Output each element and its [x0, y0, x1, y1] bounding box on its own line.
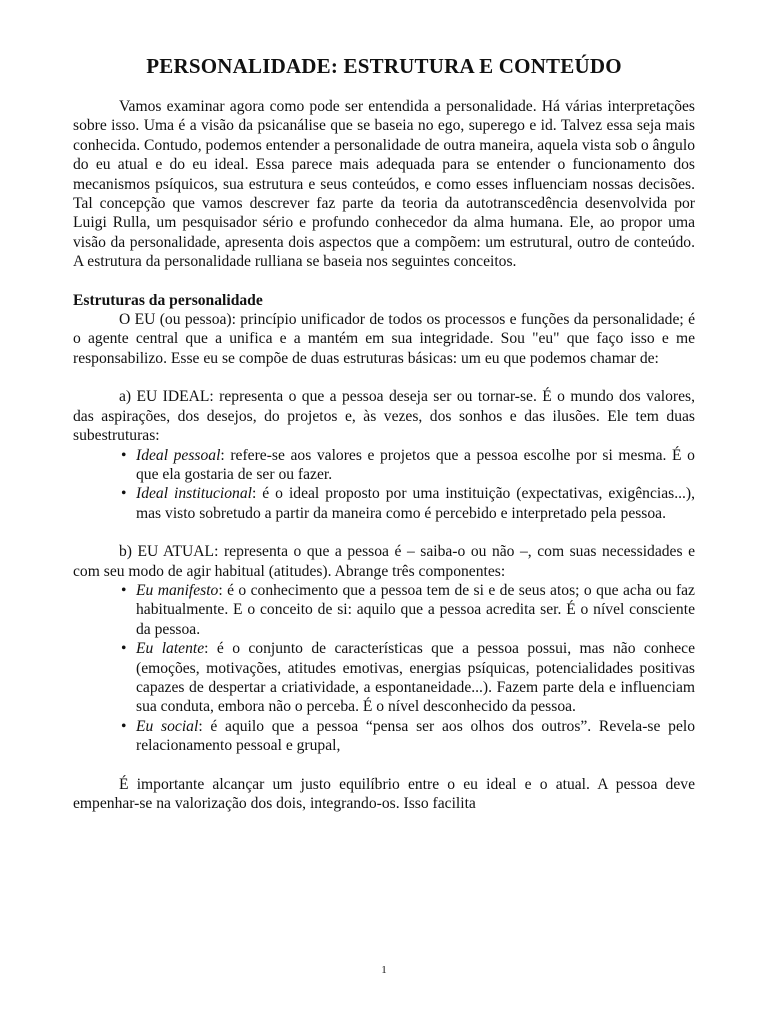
eu-atual-list	[73, 581, 695, 756]
list-item-text: : é o ideal proposto por uma instituição (expectativas, exigências...), mas visto sobretudo a partir da maneira como é percebido e interpretado pela pessoa.	[136, 485, 695, 522]
list-item-text: : é o conjunto de características que a pessoa possui, mas não conhece (emoções, motivações, atitudes emotivas, energias psíquicas, potencialidades positivas capazes de despertar a criatividade, a espontaneidade...). Fazem parte dela e influenciam sua conduta, embora não o perceba. É o nível desconhecido da pessoa.	[136, 640, 695, 716]
list-item	[136, 446, 695, 485]
page-title: PERSONALIDADE: ESTRUTURA E CONTEÚDO	[146, 54, 622, 78]
list-item-term: Eu social	[136, 717, 199, 735]
list-item-term: Ideal institucional	[136, 485, 252, 503]
eu-ideal-paragraph: a) EU IDEAL: representa o que a pessoa deseja ser ou tornar-se. É o mundo dos valores, das aspirações, dos desejos, do projetos e, às vezes, dos sonhos e das ilusões. Ele tem duas subestruturas:	[73, 388, 695, 445]
closing-paragraph: É importante alcançar um justo equilíbrio entre o eu ideal e o atual. A pessoa deve empenhar-se na valorização dos dois, integrando-os. Isso facilita	[73, 775, 695, 812]
list-item-term: Eu latente	[136, 640, 205, 658]
list-item-text: : é aquilo que a pessoa “pensa ser aos olhos dos outros”. Revela-se pelo relacionamento pessoal e grupal,	[136, 717, 695, 755]
eu-atual-paragraph: b) EU ATUAL: representa o que a pessoa é – saiba-o ou não –, com suas necessidades e com seu modo de agir habitual (atitudes). Abrange três componentes:	[73, 543, 695, 580]
list-item-term: Ideal pessoal	[136, 446, 221, 464]
eu-ideal-list	[73, 446, 695, 524]
list-item-text: : é o conhecimento que a pessoa tem de si e de seus atos; o que acha ou faz habitualmente. E o conceito de si: aquilo que a pessoa acredita ser. É o nível consciente da pessoa.	[136, 581, 695, 638]
list-item-text: : refere-se aos valores e projetos que a pessoa escolhe por si mesma. É o que ela gostaria de ser ou fazer.	[136, 446, 695, 483]
list-item	[136, 581, 695, 639]
page-number: 1	[381, 964, 387, 976]
section-heading: Estruturas da personalidade	[73, 291, 263, 309]
list-item-term: Eu manifesto	[136, 581, 219, 599]
list-item	[136, 639, 695, 717]
eu-paragraph: O EU (ou pessoa): princípio unificador de todos os processos e funções da personalidade; é o agente central que a unifica e a mantém em sua integridade. Sou "eu" que faço isso e me responsabilizo. Esse eu se compõe de duas estruturas básicas: um eu que podemos chamar de:	[73, 311, 695, 367]
list-item	[136, 717, 695, 756]
intro-paragraph: Vamos examinar agora como pode ser entendida a personalidade. Há várias interpretações sobre isso. Uma é a visão da psicanálise que se baseia no ego, superego e id. Talvez essa seja mais conhecida. Contudo, podemos entender a personalidade de outra maneira, aquela vista sob o ângulo do eu atual e do eu ideal. Essa parece mais adequada para se entender o funcionamento dos mecanismos psíquicos, sua estrutura e seus conteúdos, e como esses influenciam nossas decisões. Tal concepção que vamos descrever faz parte da teoria da autotranscedência desenvolvida por Luigi Rulla, um pesquisador sério e profundo conhecedor da alma humana. Ele, ao propor uma visão da personalidade, apresenta dois aspectos que a compõem: um estrutural, outro de conteúdo. A estrutura da personalidade rulliana se baseia nos seguintes conceitos.	[73, 98, 695, 271]
list-item	[136, 484, 695, 523]
